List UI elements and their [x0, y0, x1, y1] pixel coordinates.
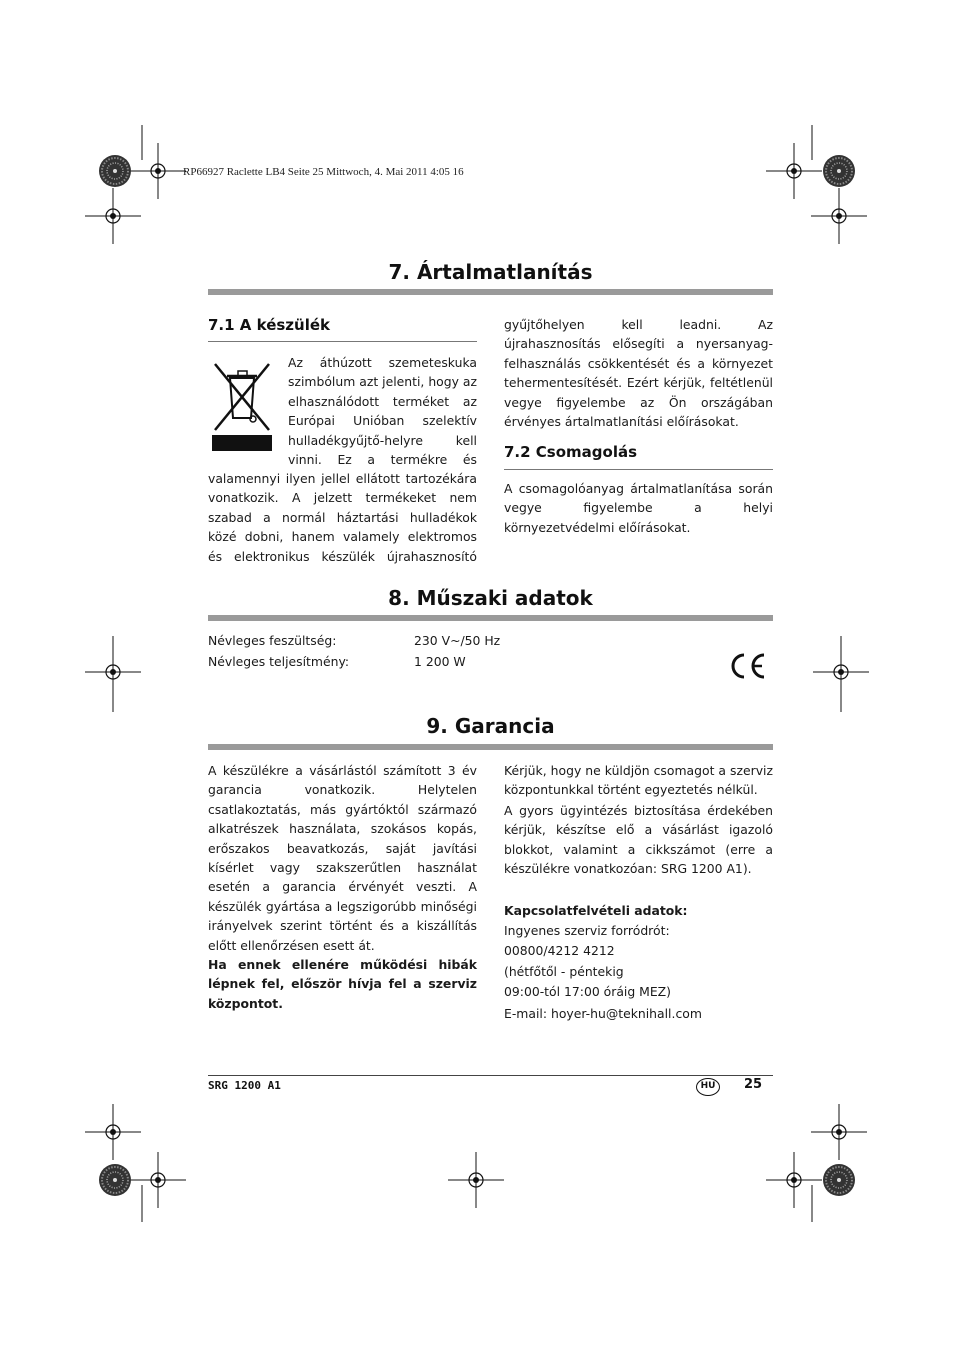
contact-phone: 00800/4212 4212 [504, 943, 615, 959]
subsection-rule [208, 341, 477, 342]
section-rule [208, 289, 773, 295]
contact-details [504, 921, 773, 1025]
text-line: Európai Unióban szelektív [288, 413, 477, 429]
subsection-rule [504, 469, 773, 470]
warranty-notice: Ha ennek ellenére működési hibák lépnek fel, először hívja fel a szerviz központot. [208, 957, 477, 1011]
spec-value-voltage: 230 V~/50 Hz [414, 633, 501, 648]
section-title-warranty: 9. Garancia [426, 714, 555, 738]
warranty-text: A készülékre a vásárlástól számított 3 év garancia vonatkozik. Helytelen csatlakoztatás, más gyártóktól származó alkatrészek használata, szokásos kopás, erőszakos beavatkozás, saját javítási kísérlet vagy szakszerűtlen használat esetén a garancia érvényét veszti. A készülék gyártása a legszigorúbb minőségi irányelvek szerint történt és a kiszállítás előtt ellenőrzésen esett át. [208, 763, 477, 953]
print-header: RP66927 Raclette LB4 Seite 25 Mittwoch, 4. Mai 2011 4:05 16 [183, 166, 464, 178]
text-line: vinni. Ez a termékre és [288, 452, 477, 468]
spec-label-power: Névleges teljesítmény: [208, 654, 350, 669]
footer-rule [208, 1075, 773, 1076]
disposal-text-column-2: gyűjtőhelyen kell leadni. Az újrahasznosítás elősegíti a nyersanyag-felhasználás csökkentését és a környezet tehermentesítését. Ezért kérjük, feltétlenül vegye figyelembe az Ön országában érvényes ártalmatlanítási előírásokat. [504, 317, 773, 430]
ce-mark-icon [728, 652, 768, 680]
section-rule [208, 615, 773, 621]
section-rule [208, 744, 773, 750]
spec-label-voltage: Névleges feszültség: [208, 633, 337, 648]
text-line: elhasználódott terméket az [288, 393, 477, 409]
text-line: hulladékgyűjtő-helyre kell [288, 432, 477, 448]
section-title-disposal: 7. Ártalmatlanítás [388, 260, 593, 284]
contact-line: 09:00-tól 17:00 óráig MEZ) [504, 984, 672, 1000]
text-line: szimbólum azt jelenti, hogy az [288, 374, 477, 390]
section-title-technical: 8. Műszaki adatok [388, 586, 593, 610]
language-badge: HU [696, 1078, 720, 1096]
warranty-shipping-note: Kérjük, hogy ne küldjön csomagot a szerviz központunkkal történt egyeztetés nélkül. [504, 763, 773, 798]
packaging-text: A csomagolóanyag ártalmatlanítása során vegye figyelembe a helyi környezetvédelmi előírásokat. [504, 481, 773, 535]
page-number: 25 [744, 1077, 763, 1092]
warranty-receipt-note: A gyors ügyintézés biztosítása érdekében kérjük, készítse elő a vásárlást igazoló blokkot, valamint a cikkszámot (erre a készülékre vonatkozóan: SRG 1200 A1). [504, 803, 773, 877]
contact-email: E-mail: hoyer-hu@teknihall.com [504, 1005, 702, 1021]
subsection-heading-packaging: 7.2 Csomagolás [504, 443, 638, 461]
spec-value-power: 1 200 W [414, 654, 466, 669]
contact-heading: Kapcsolatfelvételi adatok: [504, 903, 688, 918]
text-line: Az áthúzott szemeteskuka [288, 355, 477, 370]
contact-line: Ingyenes szerviz forródrót: [504, 923, 670, 938]
crossed-out-wheelie-bin-icon [209, 356, 275, 452]
disposal-text-continued: valamennyi ilyen jellel ellátott tartozékára vonatkozik. A jelzett termékeket nem szabad a normál háztartási hulladékok közé dobni, hanem valamely elektromos és elektronikus készülék újrahasznosító [208, 471, 477, 564]
footer-model: SRG 1200 A1 [208, 1079, 281, 1092]
disposal-text-beside-icon [288, 353, 477, 469]
subsection-heading-device: 7.1 A készülék [208, 316, 330, 334]
contact-line: (hétfőtől - péntekig [504, 964, 624, 980]
